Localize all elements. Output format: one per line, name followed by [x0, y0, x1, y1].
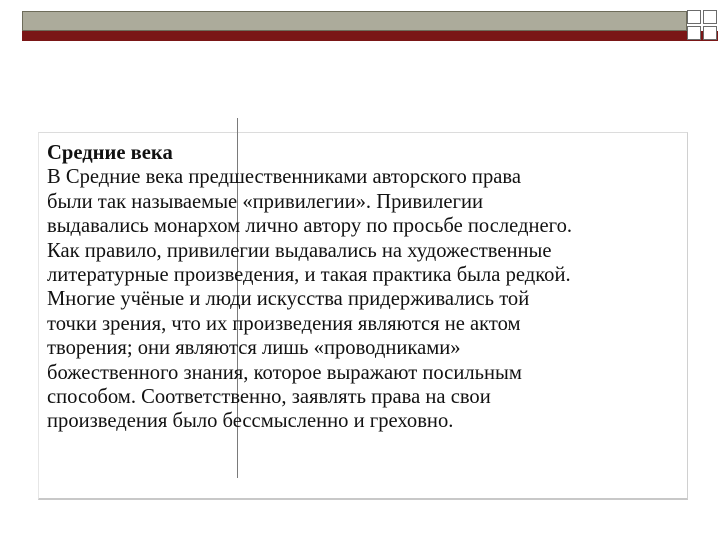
body-line: божественного знания, которое выражают посильным	[47, 361, 522, 384]
body-line: Как правило, привилегии выдавались на художественные	[47, 239, 552, 262]
body-line: творения; они являются лишь «проводниками»	[47, 337, 461, 360]
body-line: выдавались монархом лично автору по просьбе последнего.	[47, 215, 573, 238]
body-line: точки зрения, что их произведения являются не актом	[47, 312, 521, 335]
slide-text	[47, 141, 687, 434]
body-line: были так называемые «привилегии». Привилегии	[47, 190, 484, 213]
corner-square-icon	[687, 10, 701, 24]
body-line: произведения было бессмысленно и греховно.	[47, 410, 454, 433]
slide-heading: Средние века	[47, 142, 173, 164]
body-line: способом. Соответственно, заявлять права на свои	[47, 386, 491, 409]
corner-square-icon	[703, 26, 717, 40]
corner-square-icon	[687, 26, 701, 40]
header-band	[22, 11, 687, 31]
body-line: литературные произведения, и такая практика была редкой.	[47, 264, 571, 287]
body-line: В Средние века предшественниками авторского права	[47, 166, 521, 189]
corner-square-icon	[703, 10, 717, 24]
header-accent-bar	[22, 31, 718, 41]
body-line: Многие учёные и люди искусства придерживались той	[47, 288, 530, 311]
